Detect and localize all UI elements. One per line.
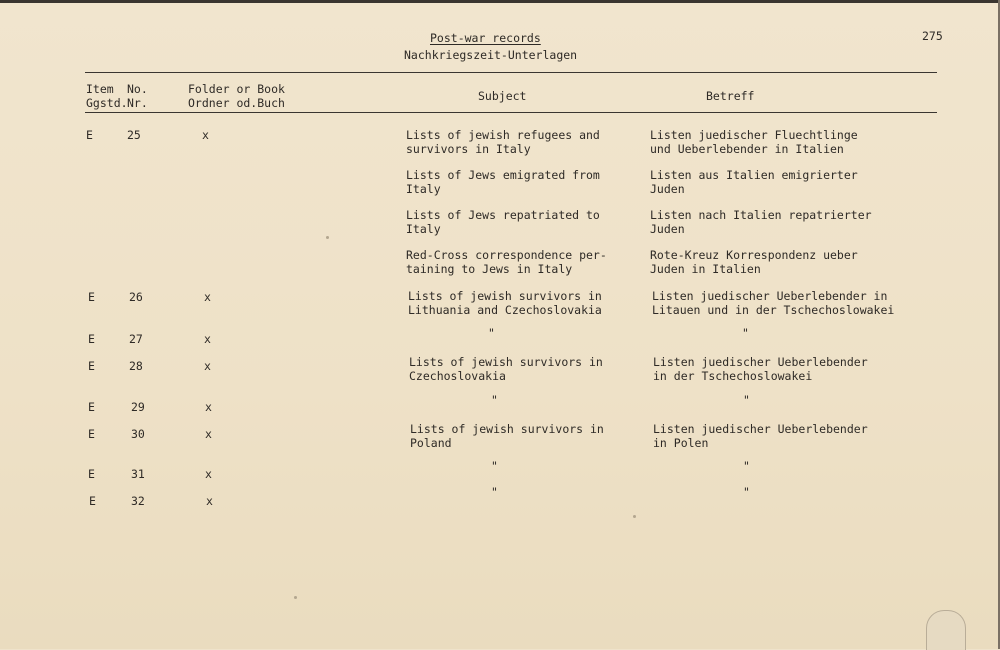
subject-line: " [491, 393, 498, 407]
header-rule-bottom [85, 112, 937, 113]
betreff-line: " [743, 393, 750, 407]
row-folder-mark: x [205, 400, 212, 414]
row-number: 26 [129, 290, 143, 304]
col-folder-header-de: Ordner od.Buch [188, 96, 285, 110]
subject-line: Lists of Jews emigrated from [406, 168, 600, 182]
row-number: 31 [131, 467, 145, 481]
row-item-code: E [88, 427, 95, 441]
betreff-line: Listen juedischer Ueberlebender in [652, 289, 888, 303]
col-item-header-de: Ggstd. [86, 96, 128, 110]
subject-line: Red-Cross correspondence per- [406, 248, 607, 262]
betreff-line: Listen juedischer Ueberlebender [653, 355, 868, 369]
row-number: 30 [131, 427, 145, 441]
row-folder-mark: x [204, 359, 211, 373]
subject-line: Italy [406, 222, 441, 236]
paper-speck [633, 515, 636, 518]
paper-speck [294, 596, 297, 599]
subject-line: Lists of jewish survivors in [409, 355, 603, 369]
page-title: Post-war records [430, 31, 541, 45]
betreff-line: Juden [650, 182, 685, 196]
betreff-line: Listen nach Italien repatrierter [650, 208, 872, 222]
row-folder-mark: x [204, 332, 211, 346]
betreff-line: Juden [650, 222, 685, 236]
col-item-header: Item [86, 82, 114, 96]
subject-line: survivors in Italy [406, 142, 531, 156]
page-number: 275 [922, 29, 943, 43]
row-number: 29 [131, 400, 145, 414]
paper-speck [326, 236, 329, 239]
row-item-code: E [88, 359, 95, 373]
subject-line: Czechoslovakia [409, 369, 506, 383]
subject-line: taining to Jews in Italy [406, 262, 573, 276]
header-rule-top [85, 72, 937, 73]
col-subject-header: Subject [478, 89, 527, 103]
row-folder-mark: x [205, 467, 212, 481]
row-folder-mark: x [204, 290, 211, 304]
betreff-line: Juden in Italien [650, 262, 761, 276]
subject-line: Poland [410, 436, 452, 450]
betreff-line: " [743, 485, 750, 499]
betreff-line: Listen juedischer Ueberlebender [653, 422, 868, 436]
col-no-header: No. [127, 82, 148, 96]
row-item-code: E [88, 400, 95, 414]
row-item-code: E [88, 467, 95, 481]
row-folder-mark: x [202, 128, 209, 142]
subject-line: Lists of jewish refugees and [406, 128, 600, 142]
betreff-line: Listen aus Italien emigrierter [650, 168, 858, 182]
subject-line: Lists of Jews repatriated to [406, 208, 600, 222]
row-number: 28 [129, 359, 143, 373]
col-folder-header: Folder or Book [188, 82, 285, 96]
betreff-line: und Ueberlebender in Italien [650, 142, 844, 156]
subject-line: Italy [406, 182, 441, 196]
betreff-line: in Polen [653, 436, 709, 450]
subject-line: Lithuania and Czechoslovakia [408, 303, 602, 317]
row-item-code: E [88, 290, 95, 304]
betreff-line: " [742, 326, 749, 340]
top-edge [0, 0, 1000, 3]
subject-line: Lists of jewish survivors in [410, 422, 604, 436]
row-number: 32 [131, 494, 145, 508]
page-tab [926, 610, 966, 650]
row-folder-mark: x [206, 494, 213, 508]
page-subtitle: Nachkriegszeit-Unterlagen [404, 48, 578, 62]
col-no-header-de: Nr. [127, 96, 148, 110]
row-number: 25 [127, 128, 141, 142]
betreff-line: Rote-Kreuz Korrespondenz ueber [650, 248, 858, 262]
betreff-line: in der Tschechoslowakei [653, 369, 813, 383]
betreff-line: Litauen und in der Tschechoslowakei [652, 303, 895, 317]
subject-line: " [488, 326, 495, 340]
row-item-code: E [89, 494, 96, 508]
subject-line: Lists of jewish survivors in [408, 289, 602, 303]
row-item-code: E [86, 128, 93, 142]
col-betreff-header: Betreff [706, 89, 755, 103]
subject-line: " [491, 485, 498, 499]
row-item-code: E [88, 332, 95, 346]
row-folder-mark: x [205, 427, 212, 441]
betreff-line: " [743, 459, 750, 473]
subject-line: " [491, 459, 498, 473]
row-number: 27 [129, 332, 143, 346]
betreff-line: Listen juedischer Fluechtlinge [650, 128, 858, 142]
